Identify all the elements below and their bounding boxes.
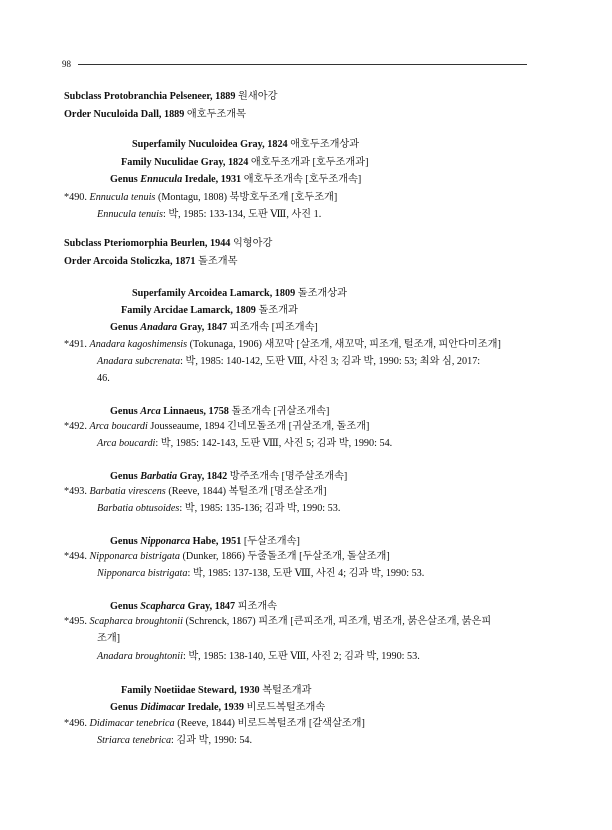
order-heading bbox=[64, 255, 237, 268]
subclass-korean: 익형아강 bbox=[232, 238, 273, 249]
genus-heading bbox=[110, 405, 329, 418]
genus-heading bbox=[110, 535, 300, 548]
species-number: *494. bbox=[64, 551, 87, 562]
genus-label: Genus bbox=[110, 536, 138, 547]
synonym-line-continued: 46. bbox=[97, 373, 110, 384]
species-entry bbox=[64, 338, 501, 351]
synonym-ref: : 박, 1985: 137-138, 도판 Ⅷ, 사진 4; 김과 박, 1990: 53. bbox=[187, 568, 425, 579]
subclass-heading bbox=[64, 90, 277, 103]
genus-name: Ennucula bbox=[140, 174, 183, 185]
genus-korean: 방주조개속 [명주살조개속] bbox=[229, 471, 348, 482]
superfamily-name: Superfamily Arcoidea Lamarck, 1809 bbox=[132, 288, 296, 299]
genus-name: Scapharca bbox=[140, 601, 186, 612]
species-author-continued: 조개] bbox=[97, 633, 121, 644]
species-name: Nipponarca bistrigata bbox=[89, 551, 180, 562]
species-entry bbox=[64, 485, 326, 498]
family-korean: 돌조개과 bbox=[258, 305, 298, 316]
subclass-heading bbox=[64, 237, 272, 250]
order-name: Order Arcoida Stoliczka, 1871 bbox=[64, 256, 196, 267]
synonym-name: Nipponarca bistrigata bbox=[97, 568, 188, 579]
subclass-name: Subclass Protobranchia Pelseneer, 1889 bbox=[64, 91, 236, 102]
synonym-ref: : 박, 1985: 140-142, 도판 Ⅷ, 사진 3; 김과 박, 1990: 53; 최와 심, 2017: bbox=[180, 356, 481, 367]
species-entry bbox=[64, 191, 337, 204]
genus-author: Iredale, 1939 bbox=[187, 702, 244, 713]
species-author: (Schrenck, 1867) 피조개 [큰피조개, 피조개, 범조개, 붉은살조개, 붉은피 bbox=[185, 616, 492, 627]
superfamily-heading bbox=[132, 287, 347, 300]
genus-heading bbox=[110, 173, 361, 186]
subclass-name: Subclass Pteriomorphia Beurlen, 1944 bbox=[64, 238, 231, 249]
family-heading bbox=[121, 156, 368, 169]
synonym-line bbox=[97, 208, 321, 221]
genus-label: Genus bbox=[110, 406, 138, 417]
synonym-line bbox=[97, 567, 424, 580]
genus-heading bbox=[110, 321, 318, 334]
species-name: Didimacar tenebrica bbox=[89, 718, 175, 729]
species-entry bbox=[64, 717, 365, 730]
synonym-ref: : 박, 1985: 135-136; 김과 박, 1990: 53. bbox=[179, 503, 341, 514]
superfamily-heading bbox=[132, 138, 359, 151]
synonym-name: Anadara subcrenata bbox=[97, 356, 181, 367]
subclass-korean: 원새아강 bbox=[238, 91, 278, 102]
species-author: (Reeve, 1844) 비로드복털조개 [갈색살조개] bbox=[177, 718, 365, 729]
species-entry bbox=[64, 550, 390, 563]
genus-label: Genus bbox=[110, 322, 138, 333]
genus-author: Gray, 1842 bbox=[179, 471, 228, 482]
species-author: (Dunker, 1866) 두줄돌조개 [두살조개, 돌살조개] bbox=[182, 551, 390, 562]
synonym-ref: : 박, 1985: 142-143, 도판 Ⅷ, 사진 5; 김과 박, 1990: 54. bbox=[155, 438, 393, 449]
genus-author: Iredale, 1931 bbox=[184, 174, 242, 185]
genus-korean: 비로드복털조개속 bbox=[246, 702, 326, 713]
synonym-line bbox=[97, 502, 340, 515]
genus-name: Arca bbox=[140, 406, 161, 417]
genus-heading bbox=[110, 600, 277, 613]
genus-name: Nipponarca bbox=[140, 536, 191, 547]
synonym-line bbox=[97, 734, 252, 747]
genus-name: Didimacar bbox=[140, 702, 186, 713]
synonym-ref: : 박, 1985: 138-140, 도판 Ⅷ, 사진 2; 김과 박, 1990: 53. bbox=[182, 651, 420, 662]
species-name: Arca boucardi bbox=[89, 421, 148, 432]
synonym-name: Ennucula tenuis bbox=[97, 209, 163, 220]
species-author: (Reeve, 1844) 복털조개 [명조살조개] bbox=[168, 486, 327, 497]
family-heading bbox=[121, 304, 298, 317]
genus-korean: 피조개속 [피조개속] bbox=[229, 322, 318, 333]
genus-label: Genus bbox=[110, 174, 138, 185]
genus-heading bbox=[110, 701, 325, 714]
order-korean: 돌조개목 bbox=[198, 256, 238, 267]
species-number: *493. bbox=[64, 486, 87, 497]
genus-author: Gray, 1847 bbox=[179, 322, 228, 333]
genus-label: Genus bbox=[110, 471, 138, 482]
family-name: Family Arcidae Lamarck, 1809 bbox=[121, 305, 256, 316]
synonym-name: Arca boucardi bbox=[97, 438, 156, 449]
family-korean: 복털조개과 bbox=[262, 685, 312, 696]
genus-author: Gray, 1847 bbox=[187, 601, 236, 612]
superfamily-korean: 돌조개상과 bbox=[297, 288, 347, 299]
superfamily-name: Superfamily Nuculoidea Gray, 1824 bbox=[132, 139, 288, 150]
genus-heading bbox=[110, 470, 347, 483]
species-author: (Tokunaga, 1906) 새꼬막 [살조개, 새꼬막, 피조개, 털조개, 피안다미조개] bbox=[189, 339, 501, 350]
order-name: Order Nuculoida Dall, 1889 bbox=[64, 109, 185, 120]
species-name: Scapharca broughtonii bbox=[89, 616, 183, 627]
species-author: Jousseaume, 1894 긴네모돌조개 [귀살조개, 돌조개] bbox=[150, 421, 370, 432]
genus-korean: 피조개속 bbox=[237, 601, 278, 612]
species-number: *490. bbox=[64, 192, 87, 203]
family-korean: 애호두조개과 [호두조개과] bbox=[250, 157, 369, 168]
species-number: *492. bbox=[64, 421, 87, 432]
synonym-ref: : 박, 1985: 133-134, 도판 Ⅷ, 사진 1. bbox=[162, 209, 322, 220]
genus-name: Barbatia bbox=[140, 471, 178, 482]
synonym-ref: : 김과 박, 1990: 54. bbox=[171, 735, 253, 746]
genus-name: Anadara bbox=[140, 322, 178, 333]
species-entry bbox=[64, 615, 491, 628]
family-name: Family Nuculidae Gray, 1824 bbox=[121, 157, 249, 168]
order-korean: 애호두조개목 bbox=[186, 109, 246, 120]
genus-author: Linnaeus, 1758 bbox=[163, 406, 229, 417]
synonym-line bbox=[97, 650, 420, 663]
genus-korean: 애호두조개속 [호두조개속] bbox=[243, 174, 362, 185]
synonym-name: Barbatia obtusoides bbox=[97, 503, 180, 514]
synonym-line bbox=[97, 437, 392, 450]
synonym-name: Anadara broughtonii bbox=[97, 651, 183, 662]
page-number: 98 bbox=[62, 59, 71, 69]
species-number: *496. bbox=[64, 718, 87, 729]
superfamily-korean: 애호두조개상과 bbox=[290, 139, 360, 150]
genus-korean: [두살조개속] bbox=[243, 536, 300, 547]
genus-label: Genus bbox=[110, 702, 138, 713]
order-heading bbox=[64, 108, 246, 121]
species-number: *495. bbox=[64, 616, 87, 627]
header-rule bbox=[78, 64, 527, 65]
species-name: Anadara kagoshimensis bbox=[89, 339, 188, 350]
synonym-name: Striarca tenebrica bbox=[97, 735, 172, 746]
species-author: (Montagu, 1808) 북방호두조개 [호두조개] bbox=[157, 192, 338, 203]
synonym-line bbox=[97, 355, 480, 368]
species-number: *491. bbox=[64, 339, 87, 350]
family-name: Family Noetiidae Steward, 1930 bbox=[121, 685, 260, 696]
species-name: Barbatia virescens bbox=[89, 486, 166, 497]
species-entry bbox=[64, 420, 369, 433]
family-heading bbox=[121, 684, 311, 697]
genus-korean: 돌조개속 [귀살조개속] bbox=[231, 406, 330, 417]
genus-label: Genus bbox=[110, 601, 138, 612]
species-name: Ennucula tenuis bbox=[89, 192, 156, 203]
genus-author: Habe, 1951 bbox=[192, 536, 242, 547]
